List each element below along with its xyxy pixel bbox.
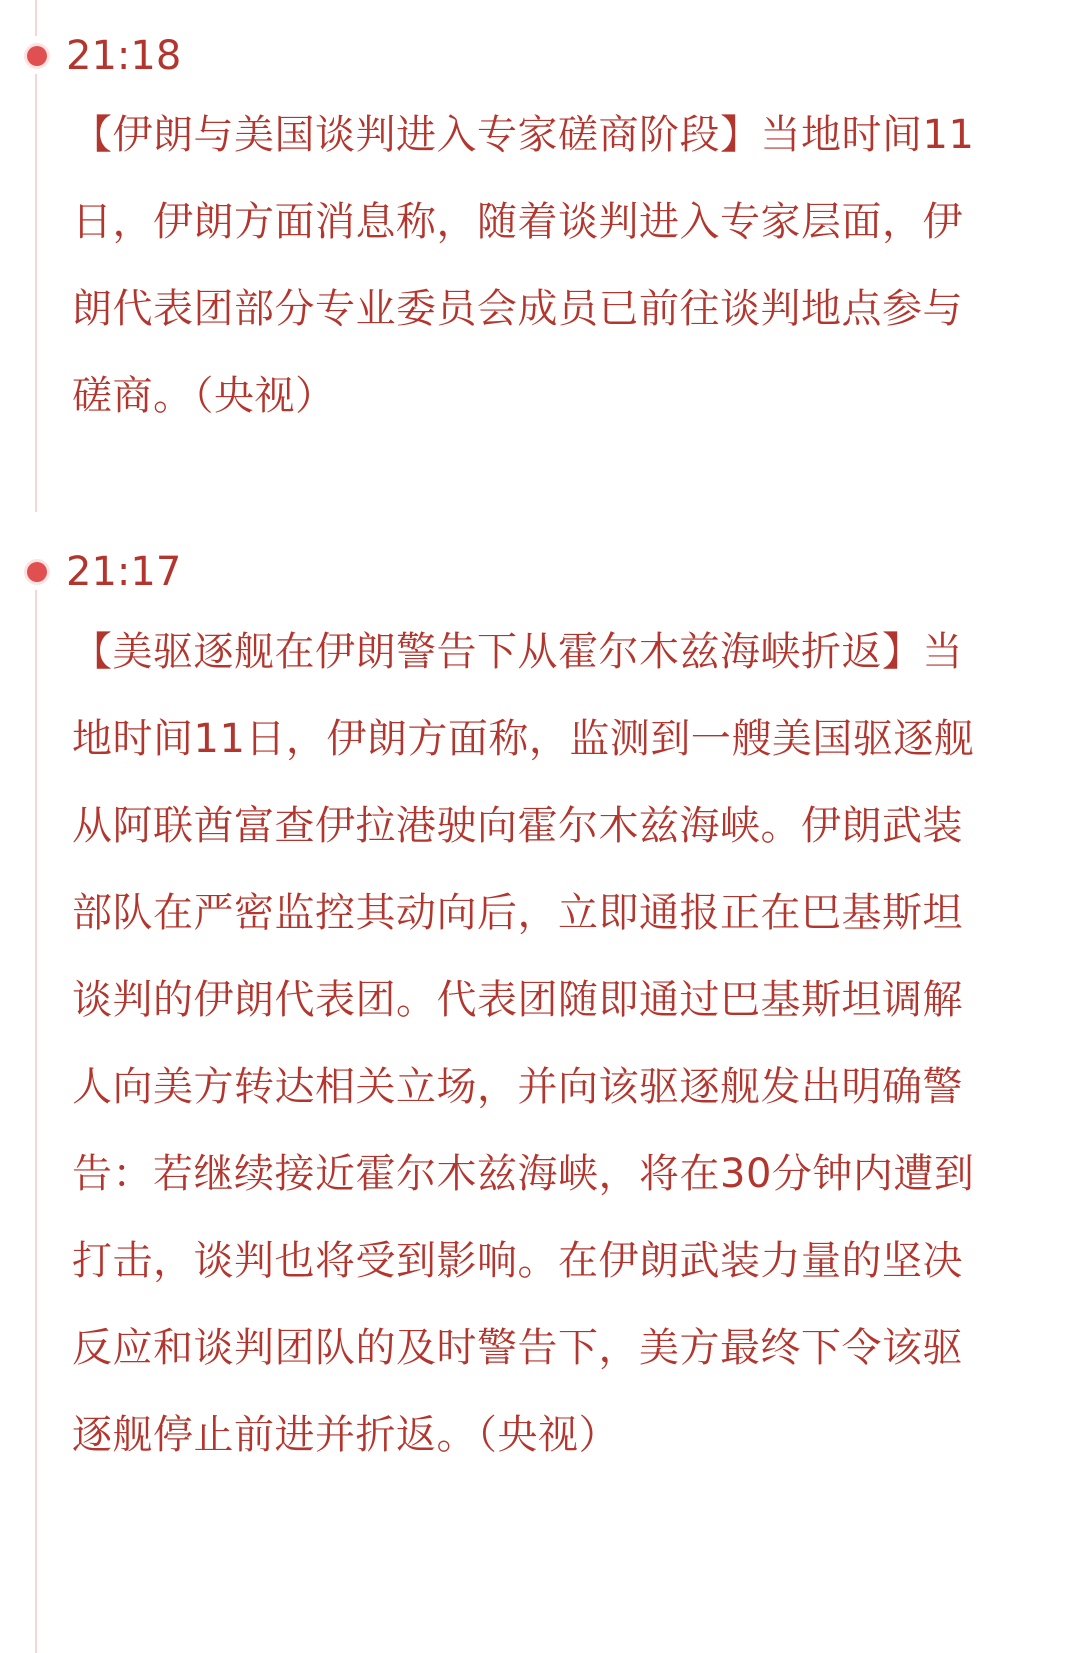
timeline-line-2 <box>35 590 37 1653</box>
item-text[interactable]: 【伊朗与美国谈判进入专家磋商阶段】当地时间11日，伊朗方面消息称，随着谈判进入专家层面，伊朗代表团部分专业委员会成员已前往谈判地点参与磋商。（央视） <box>72 112 975 419</box>
item-time: 21:18 <box>66 33 182 79</box>
item-time: 21:17 <box>66 549 182 595</box>
timeline-line-top <box>35 0 37 36</box>
timeline-dot-icon <box>27 562 47 582</box>
item-text[interactable]: 【美驱逐舰在伊朗警告下从霍尔木兹海峡折返】当地时间11日，伊朗方面称，监测到一艘美国驱逐舰从阿联酋富查伊拉港驶向霍尔木兹海峡。伊朗武装部队在严密监控其动向后，立即通报正在巴基斯坦谈判的伊朗代表团。代表团随即通过巴基斯坦调解人向美方转达相关立场，并向该驱逐舰发出明确警告：若继续接近霍尔木兹海峡，将在30分钟内遭到打击，谈判也将受到影响。在伊朗武装力量的坚决反应和谈判团队的及时警告下，美方最终下令该驱逐舰停止前进并折返。（央视） <box>72 629 975 1458</box>
timeline-dot-icon <box>27 46 47 66</box>
timeline-line-1 <box>35 74 37 512</box>
